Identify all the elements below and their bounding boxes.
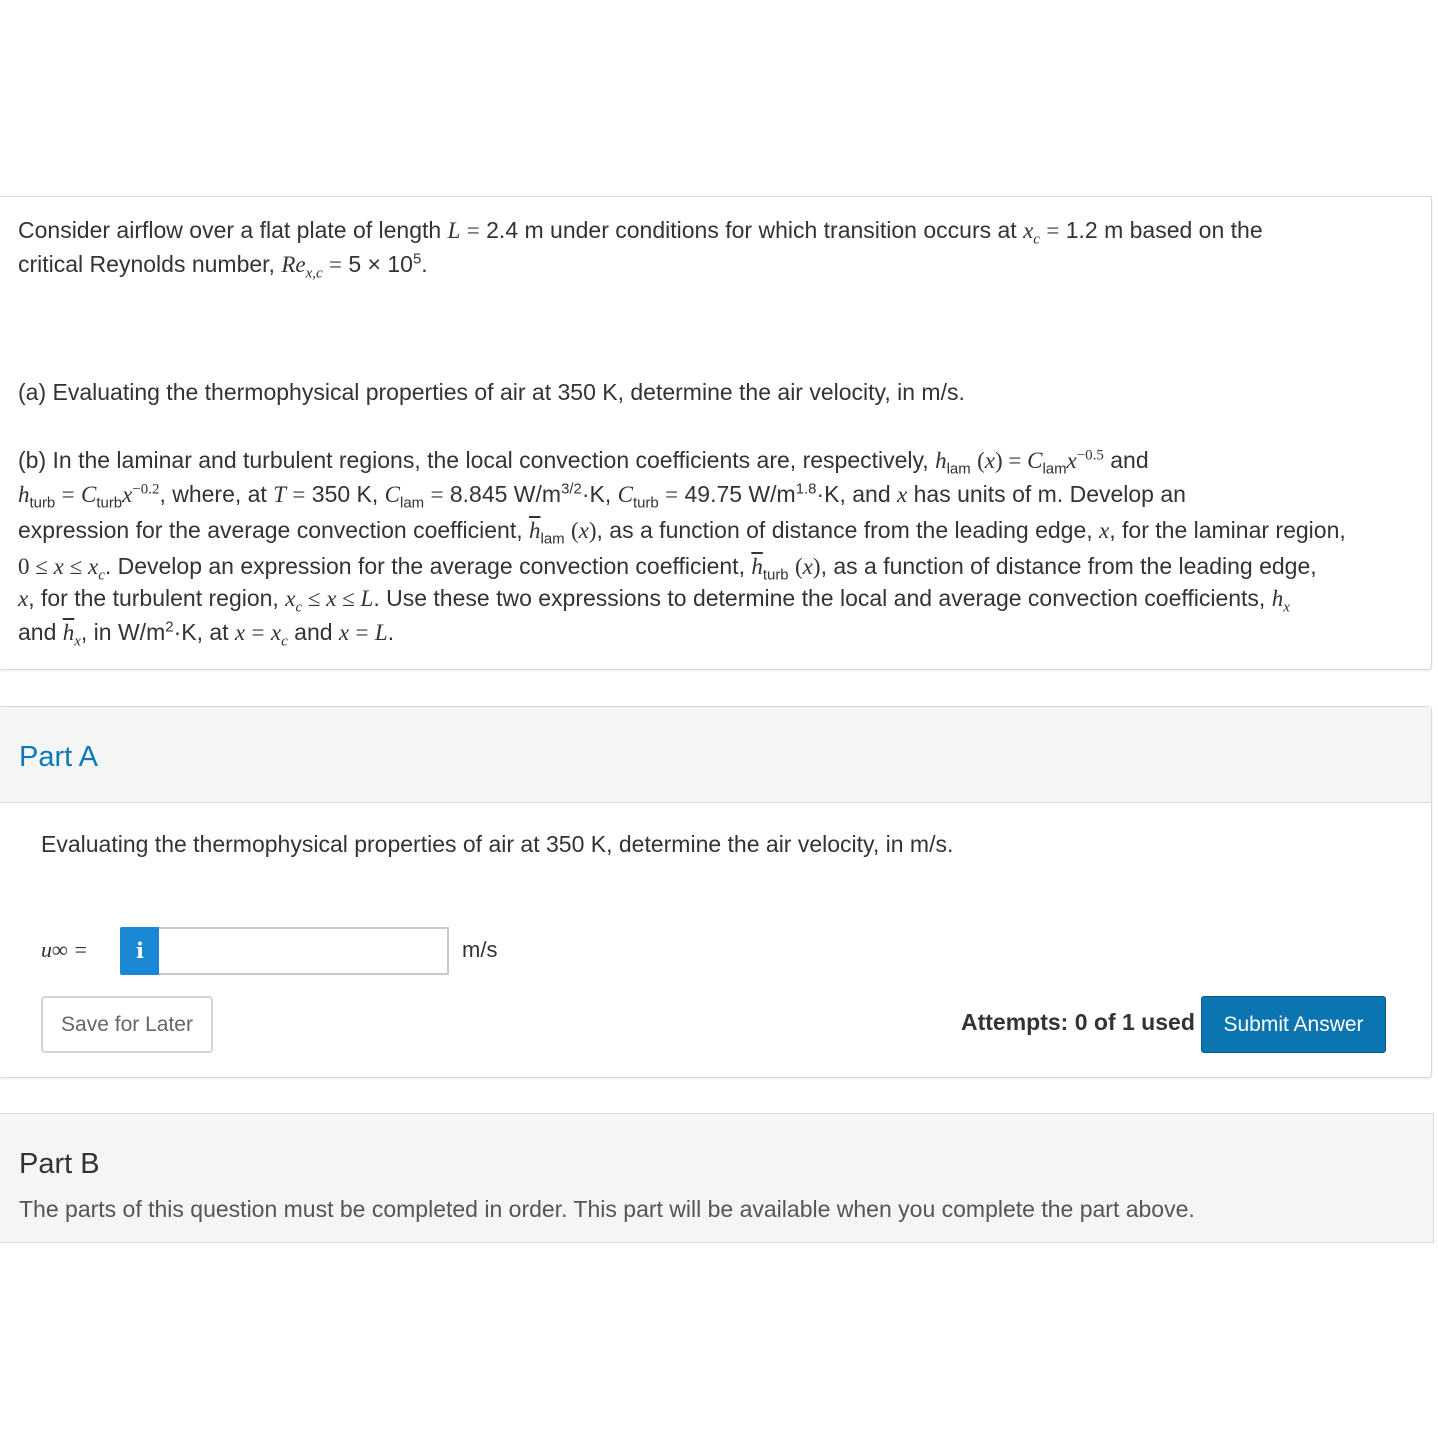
develop-text: has units of m. Develop an: [913, 481, 1186, 507]
and-text-3: and: [294, 619, 333, 645]
temperature-value: 350 K,: [311, 481, 379, 507]
intro-text: Consider airflow over a flat plate of length: [18, 217, 442, 243]
turbulent-region-text: , for the turbulent region,: [28, 585, 279, 611]
unit-k: ·K,: [581, 481, 612, 507]
function-text: , as a function of distance from the leading edge,: [596, 517, 1093, 543]
info-icon[interactable]: i: [120, 927, 160, 975]
part-b-line-6: and $\overline{h}_x$, in $W/m^2\cdot K$, at $x = x_c$ and x = L.: [18, 618, 395, 650]
at-text: ·K, at: [173, 619, 229, 645]
and-text-2: and: [18, 619, 57, 645]
submit-answer-button[interactable]: Submit Answer: [1201, 996, 1386, 1053]
problem-line-2: critical Reynolds number, $Re_{x,c} = 5 \times 10^5$.: [18, 250, 428, 282]
part-b-text-1: (b) In the laminar and turbulent regions, the local convection coefficients are, respectively,: [18, 447, 929, 473]
part-b-line-3: expression for the average convection coefficient, $\overline{h}_{lam}$ (x), as a function of distance from the leading edge, x, for the laminar region,: [18, 517, 1346, 548]
reynolds-value: 5 × 10: [348, 251, 413, 277]
part-b-title: Part B: [19, 1148, 100, 1180]
unit-k-and: ·K, and: [816, 481, 891, 507]
function-text-2: , as a function of distance from the leading edge,: [820, 553, 1317, 579]
part-b-panel: [0, 1113, 1434, 1243]
part-b-line-4: $0 \le x \le x_c$. Develop an expression for the average convection coefficient, $\overline{h}_{turb}$ (x), as a function of distance from the leading edge,: [18, 553, 1317, 584]
clam-exponent: 3/2: [561, 480, 582, 498]
problem-line-1: Consider airflow over a flat plate of length L = 2.4 m under conditions for which transition occurs at $x_c = 1.2$ m based on the: [18, 217, 1263, 248]
velocity-variable-label: u∞ =: [41, 937, 89, 962]
units-text: , in W/m: [80, 619, 166, 645]
units-exponent: 2: [165, 618, 174, 636]
where-text: , where, at: [159, 481, 267, 507]
length-value: 2.4 m under conditions for which transition occurs at: [486, 217, 1017, 243]
part-a-statement: (a) Evaluating the thermophysical properties of air at 350 K, determine the air velocity, in m/s.: [18, 379, 965, 405]
save-for-later-button[interactable]: Save for Later: [41, 996, 213, 1053]
cturb-exponent: 1.8: [795, 480, 817, 498]
problem-statement-card: [0, 196, 1432, 670]
clam-value: 8.845 W/m: [449, 481, 562, 507]
velocity-answer-input[interactable]: [159, 927, 449, 975]
reynolds-exponent: 5: [412, 250, 422, 268]
develop-turb-text: . Develop an expression for the average convection coefficient,: [104, 553, 745, 579]
attempts-counter: Attempts: 0 of 1 used: [961, 1009, 1195, 1035]
part-b-line-5: x, for the turbulent region, $x_c \le x \le L$. Use these two expressions to determine the local and average convection coefficients, $h_x$: [18, 585, 1290, 616]
part-a-title: Part A: [19, 741, 98, 773]
answer-unit: m/s: [462, 937, 498, 962]
transition-value: 1.2 m based on the: [1065, 217, 1263, 243]
reynolds-label: critical Reynolds number,: [18, 251, 275, 277]
cturb-value: 49.75 W/m: [684, 481, 796, 507]
part-b-line-1: (b) In the laminar and turbulent regions, the local convection coefficients are, respectively, $h_{lam}$ $(x) = C_{lam}x^{-0.5}$ and: [18, 447, 1149, 478]
part-b-locked-note: The parts of this question must be completed in order. This part will be available when you complete the part above.: [19, 1196, 1195, 1222]
and-text: and: [1110, 447, 1149, 473]
laminar-region-text: , for the laminar region,: [1109, 517, 1346, 543]
part-a-question: Evaluating the thermophysical properties of air at 350 K, determine the air velocity, in m/s.: [41, 831, 954, 857]
part-b-line-2: $h_{turb} = C_{turb}x^{-0.2}$, where, at T = 350 K, $C_{lam} = 8.845$ $W/m^{3/2}\cdot K$, $C_{turb} = 49.75$ $W/m^{1.8}\cdot K$, and x has units of m. Develop an: [18, 480, 1186, 512]
part-a-header[interactable]: [0, 707, 1431, 803]
part-a-panel: [0, 706, 1432, 1078]
use-expressions-text: . Use these two expressions to determine the local and average convection coefficients,: [373, 585, 1266, 611]
avg-coef-text: expression for the average convection coefficient,: [18, 517, 523, 543]
